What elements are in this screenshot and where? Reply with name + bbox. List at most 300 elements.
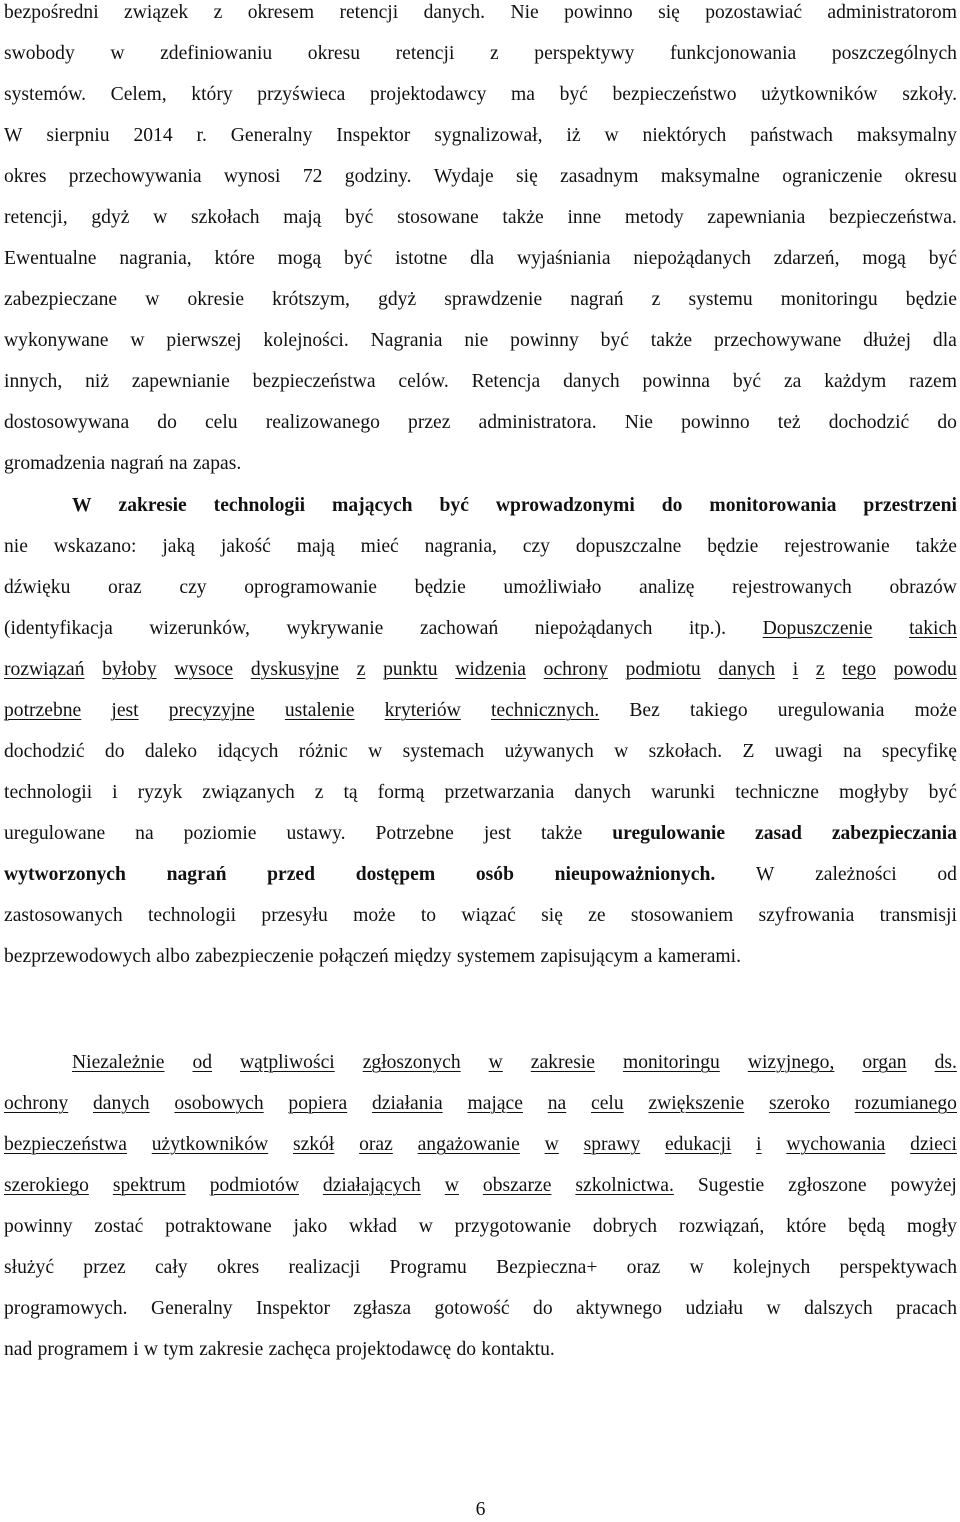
word: sygnalizował, — [434, 125, 543, 146]
word: w — [110, 43, 125, 64]
word: zgłasza — [353, 1298, 412, 1319]
word: zgłoszone — [788, 1175, 867, 1196]
word: w — [604, 125, 619, 146]
word: szkoły. — [902, 84, 957, 105]
word: okresem — [247, 2, 315, 23]
text-line — [4, 526, 957, 567]
word: który — [191, 84, 233, 105]
word: W — [4, 125, 23, 146]
word: od — [192, 1052, 213, 1073]
paragraph-conclusion — [4, 1042, 957, 1370]
word: okresu — [307, 43, 361, 64]
word: transmisji — [879, 905, 957, 926]
word: systemów. — [4, 84, 87, 105]
word: punktu — [383, 659, 438, 680]
word: pierwszej — [166, 330, 242, 351]
word: programowych. — [4, 1298, 128, 1319]
word: także — [540, 823, 583, 844]
text-line — [4, 1288, 957, 1329]
word: W — [755, 864, 775, 885]
word: dochodzić — [4, 741, 85, 762]
word: stosowane — [397, 207, 479, 228]
word: monitoringu — [780, 289, 878, 310]
word: także — [915, 536, 957, 557]
word: gromadzenia — [4, 453, 106, 474]
word: danych — [93, 1093, 150, 1114]
word: stosowaniem — [630, 905, 734, 926]
text-line — [4, 238, 957, 279]
word: (identyfikacja — [4, 618, 113, 639]
word: W — [72, 495, 92, 516]
word: wykrywanie — [286, 618, 384, 639]
word: przestrzeni — [863, 495, 957, 516]
word: które — [214, 248, 255, 269]
word: nagrań — [570, 289, 624, 310]
word: być — [732, 371, 762, 392]
word: tym — [163, 1339, 194, 1360]
text-line — [4, 1247, 957, 1288]
word: w — [153, 207, 168, 228]
text-line — [4, 690, 957, 731]
word: systemu — [688, 289, 753, 310]
text-line — [4, 74, 957, 115]
word: zapas. — [192, 453, 242, 474]
word: się — [541, 905, 563, 926]
text-line — [4, 156, 957, 197]
word: precyzyjne — [168, 700, 255, 721]
text-line — [4, 0, 957, 33]
word: powinno — [681, 412, 750, 433]
word: podmiotów — [209, 1175, 299, 1196]
word: swobody — [4, 43, 75, 64]
word: okres — [4, 166, 47, 187]
word: rozwiązań, — [678, 1216, 765, 1237]
word: gdyż — [378, 289, 417, 310]
word: także — [650, 330, 693, 351]
word: rozwiązań — [4, 659, 85, 680]
word: udziału — [685, 1298, 744, 1319]
word: dostępem — [355, 864, 436, 885]
text-line — [4, 649, 957, 690]
word: a — [643, 946, 653, 967]
word: ustalenie — [284, 700, 355, 721]
word: 2014 — [133, 125, 173, 146]
text-line — [4, 1165, 957, 1206]
word: będzie — [707, 536, 759, 557]
word: jest — [483, 823, 512, 844]
word: wprowadzonymi — [495, 495, 635, 516]
word: maksymalne — [660, 166, 760, 187]
word: kontaktu. — [481, 1339, 555, 1360]
word: zapisującym — [540, 946, 639, 967]
word: popiera — [288, 1093, 348, 1114]
word: szkolnictwa. — [575, 1175, 674, 1196]
word: być — [343, 248, 373, 269]
word: mieć — [360, 536, 399, 557]
word: będą — [848, 1216, 886, 1237]
word: warunki — [650, 782, 716, 803]
word: projektodawcę — [335, 1339, 452, 1360]
word: w — [130, 330, 145, 351]
word: analizę — [639, 577, 695, 598]
word: okresu — [904, 166, 957, 187]
word: bezpośredni — [4, 2, 99, 23]
word: do — [937, 412, 957, 433]
word: takiego — [689, 700, 748, 721]
word: daleko — [144, 741, 198, 762]
word: danych — [574, 782, 631, 803]
word: gotowość — [434, 1298, 510, 1319]
word: potrzebne — [4, 700, 82, 721]
word: się — [516, 166, 538, 187]
word: połączeń — [319, 946, 389, 967]
word: administratora. — [478, 412, 597, 433]
word: szkół — [292, 1134, 335, 1155]
word: ryzyk — [137, 782, 183, 803]
word: cały — [154, 1257, 188, 1278]
word: ustawy. — [286, 823, 346, 844]
word: osobowych — [174, 1093, 264, 1114]
word: gdyż — [91, 207, 130, 228]
word: realizowanego — [265, 412, 380, 433]
text-line — [4, 485, 957, 526]
word: sprawdzenie — [444, 289, 543, 310]
word: w — [488, 1052, 503, 1073]
word: w — [766, 1298, 781, 1319]
word: inne — [567, 207, 602, 228]
word: oraz — [359, 1134, 393, 1155]
word: na — [547, 1093, 567, 1114]
word: szerokiego — [4, 1175, 89, 1196]
word: z — [314, 782, 324, 803]
word: ze — [588, 905, 606, 926]
word: bezpieczeństwa. — [829, 207, 957, 228]
word: wytworzonych — [4, 864, 126, 885]
word: będzie — [414, 577, 466, 598]
word: formą — [377, 782, 425, 803]
word: zostać — [94, 1216, 144, 1237]
word: powinny — [510, 330, 579, 351]
word: maksymalny — [856, 125, 957, 146]
word: być — [600, 330, 629, 351]
word: umożliwiało — [503, 577, 602, 598]
word: monitorowania — [709, 495, 837, 516]
word: używanych — [504, 741, 594, 762]
word: jako — [293, 1216, 328, 1237]
word: godziny. — [344, 166, 412, 187]
word: Nie — [510, 2, 539, 23]
word: pracach — [896, 1298, 957, 1319]
word: retencji — [339, 2, 399, 23]
word: niepożądanych — [633, 248, 751, 269]
word: okresie — [187, 289, 245, 310]
word: technologii — [4, 782, 93, 803]
word: niepożądanych — [534, 618, 653, 639]
text-line — [4, 443, 957, 484]
word: każdym — [824, 371, 887, 392]
word: przesyłu — [261, 905, 328, 926]
word: w — [444, 1175, 459, 1196]
word: zastosowanych — [4, 905, 123, 926]
word: przechowywane — [714, 330, 842, 351]
word: mające — [467, 1093, 523, 1114]
word: nagrań — [166, 864, 227, 885]
word: i — [133, 1339, 139, 1360]
word: wskazano: — [53, 536, 137, 557]
word: funkcjonowania — [670, 43, 797, 64]
word: organ — [862, 1052, 907, 1073]
word: realizacji — [288, 1257, 361, 1278]
word: okres — [216, 1257, 260, 1278]
word: między — [393, 946, 452, 967]
word: zgłoszonych — [362, 1052, 461, 1073]
word: zapewniania — [707, 207, 806, 228]
word: być — [345, 207, 374, 228]
text-line — [4, 402, 957, 443]
word: dźwięku — [4, 577, 71, 598]
word: dopuszczalne — [575, 536, 682, 557]
word: do — [661, 495, 683, 516]
word: zakresie — [118, 495, 187, 516]
word: nie — [4, 536, 28, 557]
word: iż — [566, 125, 581, 146]
word: Ewentualne — [4, 248, 97, 269]
word: mają — [296, 536, 335, 557]
word: przez — [408, 412, 451, 433]
word: przez — [83, 1257, 126, 1278]
word: uregulowane — [4, 823, 106, 844]
word: dla — [932, 330, 957, 351]
word: szkołach. — [648, 741, 723, 762]
word: ochrony — [543, 659, 608, 680]
word: monitoringu — [622, 1052, 720, 1073]
word: kolejności. — [263, 330, 349, 351]
word: wychowania — [786, 1134, 886, 1155]
word: dochodzić — [828, 412, 910, 433]
word: do — [456, 1339, 477, 1360]
word: Retencja — [471, 371, 541, 392]
word: rejestrowanych — [732, 577, 852, 598]
word: sierpniu — [46, 125, 110, 146]
word: będzie — [905, 289, 957, 310]
text-line — [4, 320, 957, 361]
word: zachęca — [268, 1339, 331, 1360]
word: Celem, — [110, 84, 167, 105]
word: administratorom — [827, 2, 957, 23]
word: spektrum — [112, 1175, 186, 1196]
word: mogły — [906, 1216, 957, 1237]
word: w — [544, 1134, 559, 1155]
word: z — [489, 43, 499, 64]
word: wykonywane — [4, 330, 109, 351]
word: wizerunków, — [149, 618, 250, 639]
word: techniczne — [735, 782, 819, 803]
word: tego — [842, 659, 877, 680]
text-line — [4, 813, 957, 854]
word: się — [658, 2, 680, 23]
word: istotne — [395, 248, 448, 269]
paragraph-technology — [4, 485, 957, 977]
word: związanych — [202, 782, 295, 803]
word: i — [112, 782, 118, 803]
word: różnic — [298, 741, 348, 762]
word: na — [843, 741, 862, 762]
word: innych, — [4, 371, 63, 392]
word: obrazów — [889, 577, 957, 598]
word: jakość — [220, 536, 271, 557]
word: być — [439, 495, 469, 516]
word: i — [792, 659, 799, 680]
word: na — [135, 823, 154, 844]
word: jest — [111, 700, 139, 721]
word: oprogramowanie — [244, 577, 377, 598]
word: wątpliwości — [240, 1052, 335, 1073]
word: bezpieczeństwa — [4, 1134, 127, 1155]
word: dobrych — [592, 1216, 658, 1237]
word: nagrań — [110, 453, 164, 474]
word: zdarzeń, — [773, 248, 840, 269]
word: Generalny — [150, 1298, 233, 1319]
word: do — [104, 741, 125, 762]
word: Nie — [624, 412, 653, 433]
word: działania — [371, 1093, 443, 1114]
word: wiązać — [461, 905, 516, 926]
word: kryteriów — [384, 700, 461, 721]
word: nad — [4, 1339, 33, 1360]
word: działających — [322, 1175, 421, 1196]
word: przed — [267, 864, 316, 885]
word: także — [502, 207, 544, 228]
word: bezpieczeństwo — [612, 84, 737, 105]
word: szeroko — [768, 1093, 830, 1114]
word: osób — [475, 864, 514, 885]
page-number: 6 — [475, 1499, 486, 1520]
word: itp.). — [688, 618, 726, 639]
word: czy — [179, 577, 207, 598]
word: obszarze — [482, 1175, 552, 1196]
word: do — [157, 412, 177, 433]
word: bezpieczeństwa — [252, 371, 376, 392]
word: rozumianego — [854, 1093, 957, 1114]
word: systemach — [402, 741, 485, 762]
word: Nagrania — [370, 330, 443, 351]
word: mogą — [862, 248, 906, 269]
word: szkołach — [191, 207, 260, 228]
word: uregulowania — [777, 700, 885, 721]
word: widzenia — [455, 659, 526, 680]
word: nagrania, — [424, 536, 497, 557]
word: z — [213, 2, 223, 23]
word: wynosi — [223, 166, 281, 187]
word: wkład — [349, 1216, 397, 1237]
word: też — [777, 412, 801, 433]
word: programem — [37, 1339, 128, 1360]
word: wyjaśniania — [516, 248, 611, 269]
word: ochrony — [4, 1093, 69, 1114]
text-line — [4, 1083, 957, 1124]
word: być — [928, 782, 957, 803]
word: Potrzebne — [375, 823, 454, 844]
text-line — [4, 1206, 957, 1247]
text-line — [4, 772, 957, 813]
word: zapewnianie — [131, 371, 230, 392]
word: dla — [470, 248, 495, 269]
word: zabezpieczania — [831, 823, 957, 844]
word: nieupoważnionych. — [554, 864, 716, 885]
word: edukacji — [664, 1134, 732, 1155]
text-line — [4, 895, 957, 936]
word: Dopuszczenie — [762, 618, 873, 639]
word: służyć — [4, 1257, 55, 1278]
word: w — [614, 741, 629, 762]
word: projektodawcy — [369, 84, 487, 105]
word: oraz — [108, 577, 142, 598]
word: retencji, — [4, 207, 68, 228]
text-line — [4, 279, 957, 320]
text-line — [4, 731, 957, 772]
word: w — [689, 1257, 704, 1278]
word: poszczególnych — [831, 43, 957, 64]
word: Inspektor — [336, 125, 411, 146]
word: potraktowane — [165, 1216, 272, 1237]
word: perspektywy — [534, 43, 635, 64]
word: uwagi — [774, 741, 823, 762]
word: celów. — [398, 371, 449, 392]
word: ma — [511, 84, 535, 105]
word: zabezpieczane — [4, 289, 118, 310]
word: 72 — [302, 166, 323, 187]
word: nagrania, — [119, 248, 192, 269]
word: tą — [343, 782, 358, 803]
word: celu — [204, 412, 238, 433]
word: z — [815, 659, 825, 680]
word: mogą — [277, 248, 322, 269]
document-page — [4, 0, 957, 1520]
word: powodu — [893, 659, 957, 680]
text-line — [4, 608, 957, 649]
word: ds. — [934, 1052, 957, 1073]
word: kolejnych — [732, 1257, 811, 1278]
word: pozostawiać — [705, 2, 803, 23]
word: przygotowanie — [454, 1216, 572, 1237]
word: retencji — [395, 43, 455, 64]
word: byłoby — [102, 659, 157, 680]
word: r. — [196, 125, 207, 146]
word: systemem — [456, 946, 536, 967]
word: Wydaje — [433, 166, 494, 187]
word: Generalny — [230, 125, 313, 146]
word: dyskusyjne — [250, 659, 339, 680]
word: aktywnego — [576, 1298, 663, 1319]
word: wizyjnego, — [747, 1052, 835, 1073]
text-line — [4, 936, 957, 977]
text-line — [4, 1042, 957, 1083]
word: powinno — [564, 2, 633, 23]
word: dalszych — [804, 1298, 873, 1319]
word: zachowań — [419, 618, 499, 639]
word: niż — [85, 371, 110, 392]
word: w — [418, 1216, 433, 1237]
word: uregulowanie — [612, 823, 726, 844]
word: technologii — [213, 495, 306, 516]
word: i — [756, 1134, 762, 1155]
text-line — [4, 854, 957, 895]
word: technologii — [147, 905, 237, 926]
word: sprawy — [583, 1134, 641, 1155]
word: związek — [124, 2, 189, 23]
text-line — [4, 567, 957, 608]
word: może — [914, 700, 957, 721]
